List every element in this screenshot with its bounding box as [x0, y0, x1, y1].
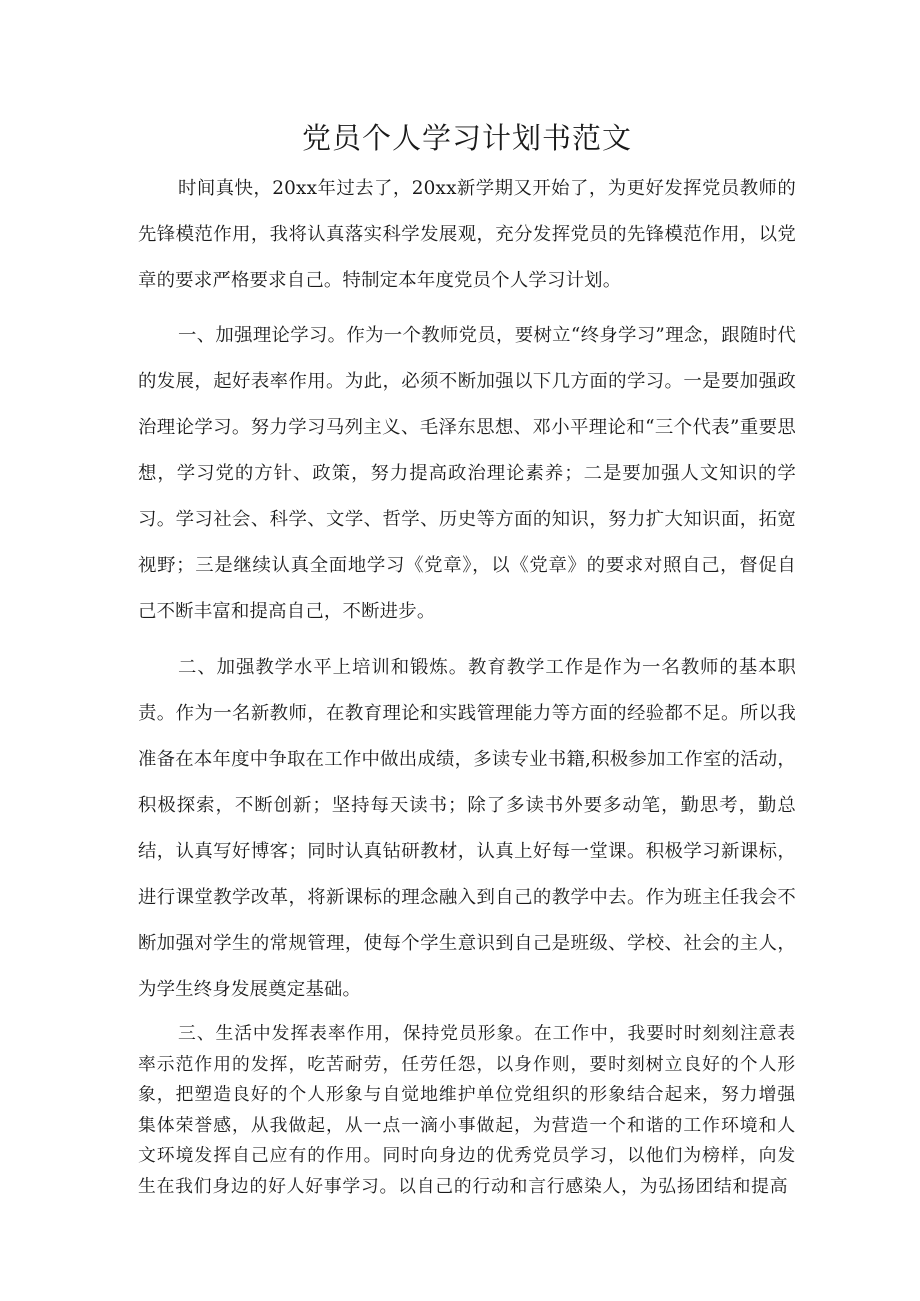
- theory-study-paragraph: 一、加强理论学习。作为一个教师党员，要树立“终身学习”理念，跟随时代的发展，起好表率作用。为此，必须不断加强以下几方面的学习。一是要加强政治理论学习。努力学习马列主义、毛泽东思想、邓小平理论和“三个代表”重要思想，学习党的方针、政策，努力提高政治理论素养；二是要加强人文知识的学习。学习社会、科学、文学、哲学、历史等方面的知识，努力扩大知识面，拓宽视野；三是继续认真全面地学习《党章》，以《党章》的要求对照自己，督促自己不断丰富和提高自己，不断进步。: [138, 325, 796, 622]
- life-example-paragraph: 三、生活中发挥表率作用，保持党员形象。在工作中，我要时时刻刻注意表率示范作用的发挥，吃苦耐劳，任劳任怨，以身作则，要时刻树立良好的个人形象，把塑造良好的个人形象与自觉地维护单位党组织的形象结合起来，努力增强集体荣誉感，从我做起，从一点一滴小事做起，为营造一个和谐的工作环境和人文环境发挥自己应有的作用。同时向身边的优秀党员学习，以他们为榜样，向发生在我们身边的好人好事学习。以自己的行动和言行感染人，为弘扬团结和提高: [138, 1023, 796, 1197]
- teaching-training-paragraph: 二、加强教学水平上培训和锻炼。教育教学工作是作为一名教师的基本职责。作为一名新教师，在教育理论和实践管理能力等方面的经验都不足。所以我准备在本年度中争取在工作中做出成绩，多读专业书籍,积极参加工作室的活动，积极探索，不断创新；坚持每天读书；除了多读书外要多动笔，勤思考，勤总结，认真写好博客；同时认真钻研教材，认真上好每一堂课。积极学习新课标，进行课堂教学改革，将新课标的理念融入到自己的教学中去。作为班主任我会不断加强对学生的常规管理，使每个学生意识到自己是班级、学校、社会的主人，为学生终身发展奠定基础。: [138, 657, 796, 1000]
- intro-paragraph: 时间真快，20xx年过去了，20xx新学期又开始了，为更好发挥党员教师的先锋模范作用，我将认真落实科学发展观，充分发挥党员的先锋模范作用，以党章的要求严格要求自己。特制定本年度党员个人学习计划。: [138, 178, 796, 291]
- document-title: 党员个人学习计划书范文: [301, 121, 632, 155]
